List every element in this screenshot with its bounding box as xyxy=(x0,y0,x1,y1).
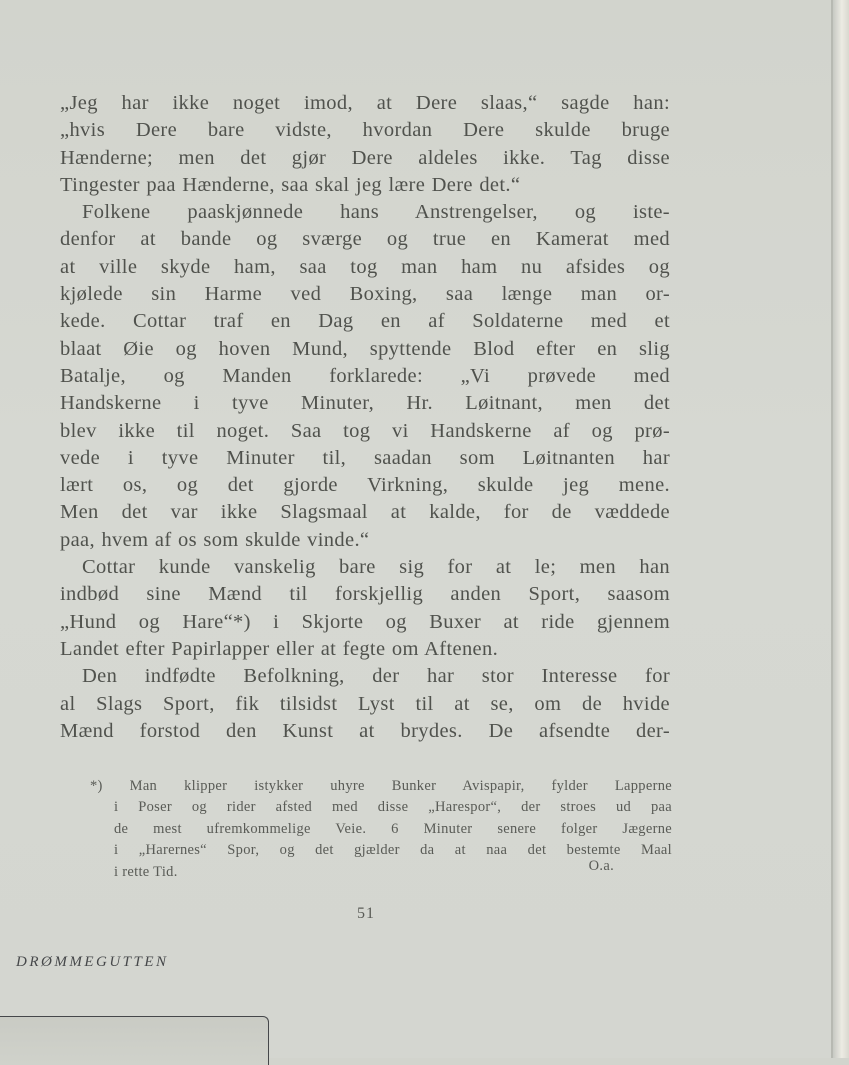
footnote-signature: O.a. xyxy=(588,857,614,874)
footnote-line: *) Man klipper istykker uhyre Bunker Avispapir, fylder Lapperne xyxy=(90,778,672,794)
text-line: blaat Øie og hoven Mund, spyttende Blod efter en slig xyxy=(60,337,670,360)
body-text xyxy=(60,90,670,745)
text-line: Den indfødte Befolkning, der har stor Interesse for xyxy=(82,665,670,688)
text-line: Handskerne i tyve Minuter, Hr. Løitnant, men det xyxy=(60,392,670,415)
footnote xyxy=(90,776,672,883)
text-line: blev ikke til noget. Saa tog vi Handskerne af og prø- xyxy=(60,419,670,442)
footnote-line-last xyxy=(90,857,672,883)
text-line: denfor at bande og sværge og true en Kamerat med xyxy=(60,228,670,251)
footnote-line: i Poser og rider afsted med disse „Harespor“, der stroes ud paa xyxy=(114,799,672,816)
text-line: at ville skyde ham, saa tog man ham nu afsides og xyxy=(60,255,670,278)
text-line: Mænd forstod den Kunst at brydes. De afsendte der- xyxy=(60,719,670,742)
library-stamp: DRØMMEGUTTEN xyxy=(16,954,169,970)
text-line: kede. Cottar traf en Dag en af Soldaterne med et xyxy=(60,310,670,333)
page-edge xyxy=(831,0,849,1058)
text-line: „Jeg har ikke noget imod, at Dere slaas,“ sagde han: xyxy=(60,92,670,114)
text-line: „Hund og Hare“*) i Skjorte og Buxer at ride gjennem xyxy=(60,610,670,633)
footnote-line: de mest ufremkommelige Veie. 6 Minuter senere folger Jægerne xyxy=(114,820,672,837)
text-line: al Slags Sport, fik tilsidst Lyst til at se, om de hvide xyxy=(60,692,670,715)
text-line: „hvis Dere bare vidste, hvordan Dere skulde bruge xyxy=(60,119,670,142)
text-line: Hænderne; men det gjør Dere aldeles ikke. Tag disse xyxy=(60,146,670,169)
text-line: paa, hvem af os som skulde vinde.“ xyxy=(60,528,370,551)
text-line: indbød sine Mænd til forskjellig anden Sport, saasom xyxy=(60,583,670,606)
text-line: Cottar kunde vanskelig bare sig for at le; men han xyxy=(82,556,670,579)
text-line: kjølede sin Harme ved Boxing, saa længe man or- xyxy=(60,283,670,306)
text-line: Tingester paa Hænderne, saa skal jeg lære Dere det.“ xyxy=(60,173,521,196)
footnote-line-text: i rette Tid. xyxy=(114,863,178,880)
text-line: Folkene paaskjønnede hans Anstrengelser, og iste- xyxy=(82,201,670,224)
text-line: lært os, og det gjorde Virkning, skulde jeg mene. xyxy=(60,474,670,497)
footnote-line: i „Harernes“ Spor, og det gjælder da at naa det bestemte Maal xyxy=(114,842,672,859)
text-line: Landet efter Papirlapper eller at fegte om Aftenen. xyxy=(60,637,499,660)
text-line: Men det var ikke Slagsmaal at kalde, for de væddede xyxy=(60,501,670,524)
page-number: 51 xyxy=(357,905,375,922)
text-line: Batalje, og Manden forklarede: „Vi prøvede med xyxy=(60,364,670,387)
text-line: vede i tyve Minuter til, saadan som Løitnanten har xyxy=(60,446,670,469)
